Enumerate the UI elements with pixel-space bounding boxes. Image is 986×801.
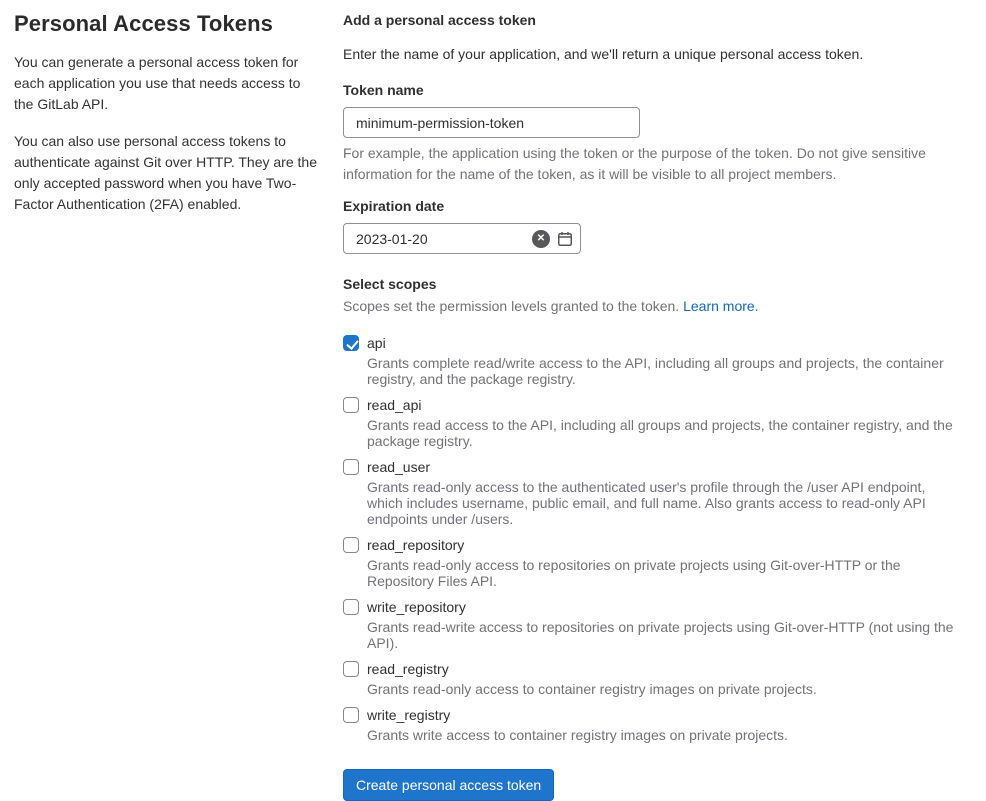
- scope-checkbox-write-repository[interactable]: [343, 599, 359, 615]
- scope-item-read-registry: [343, 659, 964, 697]
- scope-list: [343, 333, 964, 743]
- scope-description: Grants complete read/write access to the API, including all groups and projects, the container registry, and the package registry.: [367, 355, 944, 387]
- scope-label[interactable]: read_api: [367, 397, 422, 413]
- scope-checkbox-read-user[interactable]: [343, 459, 359, 475]
- select-scopes-label: Select scopes: [343, 276, 437, 292]
- scopes-hint: [343, 296, 964, 317]
- create-token-button[interactable]: Create personal access token: [343, 769, 554, 801]
- scope-item-read-api: [343, 395, 964, 449]
- learn-more-link[interactable]: Learn more.: [683, 298, 759, 314]
- scope-item-read-repository: [343, 535, 964, 589]
- scope-label[interactable]: read_registry: [367, 661, 449, 677]
- expiration-date-field: [343, 223, 581, 254]
- scope-checkbox-read-repository[interactable]: [343, 537, 359, 553]
- scope-item-write-repository: [343, 597, 964, 651]
- scope-description: Grants read-write access to repositories on private projects using Git-over-HTTP (not using the API).: [367, 619, 954, 651]
- token-name-input[interactable]: [343, 107, 640, 138]
- scope-checkbox-read-registry[interactable]: [343, 661, 359, 677]
- scope-description: Grants read-only access to the authenticated user's profile through the /user API endpoint, which includes username, public email, and full name. Also grants access to read-only API endpoints under /users.: [367, 479, 926, 527]
- section-description-paragraph-1: You can generate a personal access token for each application you use that needs access to the GitLab API.: [14, 54, 301, 113]
- page-title: Personal Access Tokens: [14, 11, 273, 36]
- scope-label[interactable]: write_registry: [367, 707, 451, 723]
- scope-item-api: [343, 333, 964, 387]
- scope-checkbox-api[interactable]: [343, 335, 359, 351]
- form-intro: Enter the name of your application, and we'll return a unique personal access token.: [343, 46, 864, 62]
- settings-section-description: [14, 12, 320, 801]
- section-description-paragraph-2: You can also use personal access tokens to authenticate against Git over HTTP. They are the only accepted password when you have Two-Factor Authentication (2FA) enabled.: [14, 133, 317, 213]
- scopes-hint-text: Scopes set the permission levels granted to the token.: [343, 298, 684, 314]
- scope-item-read-user: [343, 457, 964, 527]
- date-field-icons: [532, 223, 573, 254]
- scope-label[interactable]: read_repository: [367, 537, 465, 553]
- scope-checkbox-read-api[interactable]: [343, 397, 359, 413]
- add-token-form: [343, 12, 964, 801]
- scope-item-write-registry: [343, 705, 964, 743]
- expiration-date-label: Expiration date: [343, 198, 445, 214]
- scope-label[interactable]: api: [367, 335, 386, 351]
- scope-description: Grants read access to the API, including all groups and projects, the container registry, and the package registry.: [367, 417, 953, 449]
- token-name-help: For example, the application using the token or the purpose of the token. Do not give sensitive information for the name of the token, as it will be visible to all project members.: [343, 145, 926, 182]
- scope-label[interactable]: read_user: [367, 459, 431, 475]
- scope-description: Grants write access to container registry images on private projects.: [367, 727, 788, 743]
- scope-description: Grants read-only access to repositories on private projects using Git-over-HTTP or the Repository Files API.: [367, 557, 901, 589]
- scope-description: Grants read-only access to container registry images on private projects.: [367, 681, 817, 697]
- calendar-icon[interactable]: [557, 231, 573, 247]
- clear-date-icon[interactable]: ✕: [532, 230, 550, 248]
- token-name-label: Token name: [343, 82, 424, 98]
- scope-label[interactable]: write_repository: [367, 599, 466, 615]
- scope-checkbox-write-registry[interactable]: [343, 707, 359, 723]
- form-heading: Add a personal access token: [343, 12, 536, 28]
